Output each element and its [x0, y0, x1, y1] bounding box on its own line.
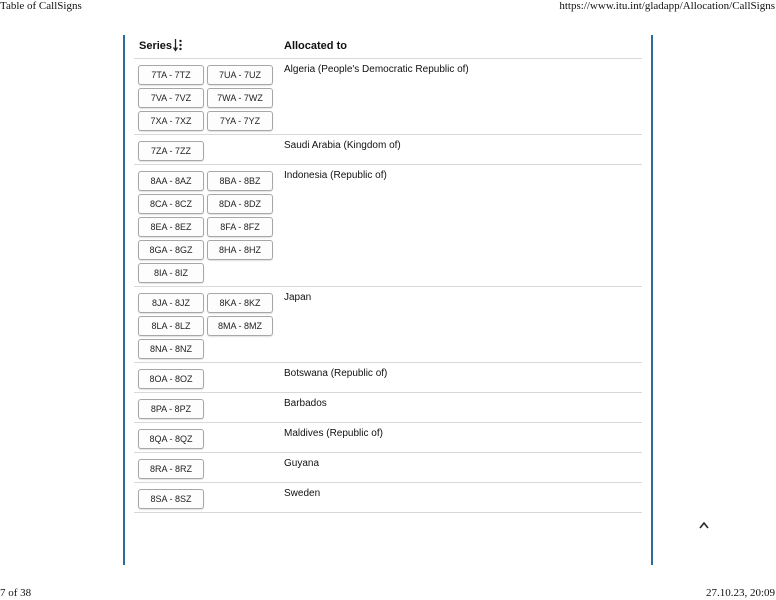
table-row	[134, 165, 642, 287]
series-button[interactable]: 8GA - 8GZ	[138, 240, 204, 260]
allocated-country: Saudi Arabia (Kingdom of)	[284, 140, 401, 151]
series-cell	[134, 135, 278, 164]
series-button[interactable]: 7YA - 7YZ	[207, 111, 273, 131]
column-header-series[interactable]: Series	[139, 40, 173, 52]
series-cell	[134, 423, 278, 452]
series-button[interactable]: 8NA - 8NZ	[138, 339, 204, 359]
series-cell	[134, 483, 278, 512]
series-button[interactable]: 7ZA - 7ZZ	[138, 141, 204, 161]
sort-descending-icon[interactable]	[173, 38, 183, 52]
column-header-allocated-to[interactable]: Allocated to	[284, 40, 347, 52]
series-cell	[134, 59, 278, 134]
allocated-country: Barbados	[284, 398, 327, 409]
print-footer-datetime: 27.10.23, 20:09	[705, 587, 775, 599]
allocated-country: Japan	[284, 292, 312, 303]
series-button[interactable]: 7WA - 7WZ	[207, 88, 273, 108]
series-button[interactable]: 8QA - 8QZ	[138, 429, 204, 449]
allocated-country: Maldives (Republic of)	[284, 428, 383, 439]
table-header	[134, 34, 642, 59]
table-row	[134, 423, 642, 453]
series-button[interactable]: 8RA - 8RZ	[138, 459, 204, 479]
table-row	[134, 483, 642, 513]
table-body	[134, 59, 642, 513]
allocated-country: Botswana (Republic of)	[284, 368, 388, 379]
series-cell	[134, 363, 278, 392]
table-row	[134, 363, 642, 393]
table-row	[134, 135, 642, 165]
content-right-border	[651, 35, 653, 565]
series-button[interactable]: 8DA - 8DZ	[207, 194, 273, 214]
series-button[interactable]: 8SA - 8SZ	[138, 489, 204, 509]
series-button[interactable]: 7UA - 7UZ	[207, 65, 273, 85]
table-row	[134, 393, 642, 423]
series-cell	[134, 287, 278, 362]
series-button[interactable]: 7VA - 7VZ	[138, 88, 204, 108]
series-button[interactable]: 7TA - 7TZ	[138, 65, 204, 85]
callsign-table	[134, 34, 642, 513]
print-header-url: https://www.itu.int/gladapp/Allocation/CallSigns	[559, 0, 775, 12]
series-button[interactable]: 8CA - 8CZ	[138, 194, 204, 214]
series-button[interactable]: 8OA - 8OZ	[138, 369, 204, 389]
table-row	[134, 59, 642, 135]
series-button[interactable]: 8LA - 8LZ	[138, 316, 204, 336]
print-footer-page: 7 of 38	[0, 587, 32, 599]
series-cell	[134, 393, 278, 422]
series-button[interactable]: 7XA - 7XZ	[138, 111, 204, 131]
series-button[interactable]: 8IA - 8IZ	[138, 263, 204, 283]
allocated-country: Sweden	[284, 488, 321, 499]
series-button[interactable]: 8KA - 8KZ	[207, 293, 273, 313]
series-cell	[134, 453, 278, 482]
table-row	[134, 453, 642, 483]
table-row	[134, 287, 642, 363]
content-left-border	[123, 35, 125, 565]
series-button[interactable]: 8AA - 8AZ	[138, 171, 204, 191]
series-button[interactable]: 8MA - 8MZ	[207, 316, 273, 336]
allocated-country: Indonesia (Republic of)	[284, 170, 387, 181]
series-cell	[134, 165, 278, 286]
series-button[interactable]: 8BA - 8BZ	[207, 171, 273, 191]
series-button[interactable]: 8HA - 8HZ	[207, 240, 273, 260]
series-button[interactable]: 8JA - 8JZ	[138, 293, 204, 313]
series-button[interactable]: 8PA - 8PZ	[138, 399, 204, 419]
scroll-to-top-chevron-icon[interactable]	[698, 520, 710, 530]
allocated-country: Guyana	[284, 458, 320, 469]
allocated-country: Algeria (People's Democratic Republic of)	[284, 64, 469, 75]
series-button[interactable]: 8EA - 8EZ	[138, 217, 204, 237]
print-header-title: Table of CallSigns	[0, 0, 82, 12]
series-button[interactable]: 8FA - 8FZ	[207, 217, 273, 237]
